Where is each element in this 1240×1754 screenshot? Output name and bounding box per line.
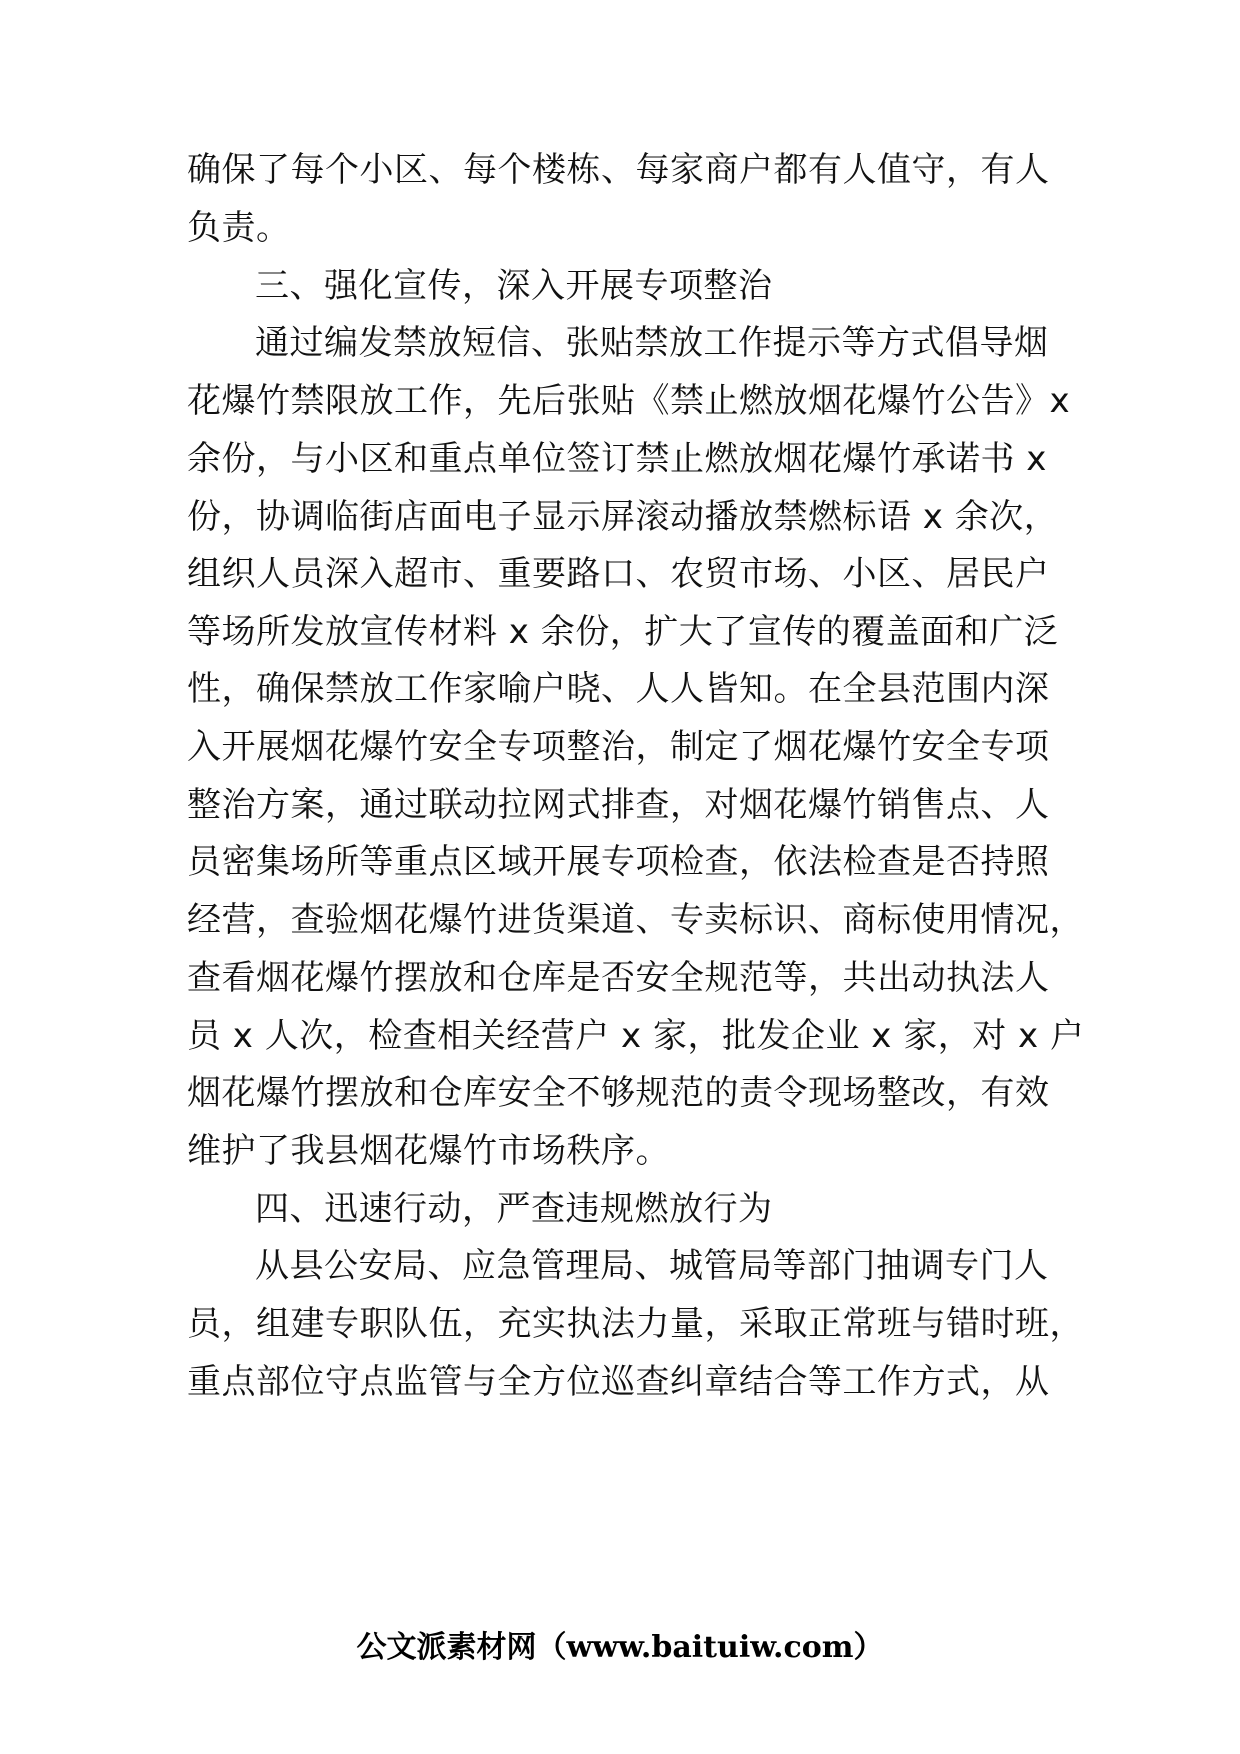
page-footer-watermark: 公文派素材网（www.baituiw.com） [356,1630,884,1665]
body-text-line: 整治方案，通过联动拉网式排查，对烟花爆竹销售点、人 [187,785,1050,825]
body-text-line: 员，组建专职队伍，充实执法力量，采取正常班与错时班， [187,1304,1084,1344]
body-text-line: 经营，查验烟花爆竹进货渠道、专卖标识、商标使用情况， [187,900,1084,940]
body-text-line: 性，确保禁放工作家喻户晓、人人皆知。在全县范围内深 [187,669,1050,709]
body-text-line: 组织人员深入超市、重要路口、农贸市场、小区、居民户 [187,554,1050,594]
section-heading-4: 四、迅速行动，严查违规燃放行为 [255,1189,773,1229]
body-text-line: 入开展烟花爆竹安全专项整治，制定了烟花爆竹安全专项 [187,727,1050,767]
body-text-line: 烟花爆竹摆放和仓库安全不够规范的责令现场整改，有效 [187,1073,1050,1113]
body-text-line: 确保了每个小区、每个楼栋、每家商户都有人值守，有人 [187,150,1050,190]
section-heading-3: 三、强化宣传，深入开展专项整治 [255,266,773,306]
paragraph-start: 通过编发禁放短信、张贴禁放工作提示等方式倡导烟 [255,323,1049,363]
paragraph-start: 从县公安局、应急管理局、城管局等部门抽调专门人 [255,1246,1049,1286]
body-text-line: 等场所发放宣传材料 x 余份，扩大了宣传的覆盖面和广泛 [187,612,1059,652]
body-text-line: 维护了我县烟花爆竹市场秩序。 [187,1131,670,1171]
body-text-line: 员密集场所等重点区域开展专项检查，依法检查是否持照 [187,842,1050,882]
body-text-line: 负责。 [187,208,291,248]
body-text-line: 花爆竹禁限放工作，先后张贴《禁止燃放烟花爆竹公告》x [187,381,1071,421]
body-text-line: 份，协调临街店面电子显示屏滚动播放禁燃标语 x 余次， [187,497,1059,537]
body-text-line: 员 x 人次，检查相关经营户 x 家，批发企业 x 家，对 x 户 [187,1016,1085,1056]
body-text-line: 余份，与小区和重点单位签订禁止燃放烟花爆竹承诺书 x [187,439,1047,479]
body-text-line: 重点部位守点监管与全方位巡查纠章结合等工作方式，从 [187,1362,1050,1402]
body-text-line: 查看烟花爆竹摆放和仓库是否安全规范等，共出动执法人 [187,958,1050,998]
